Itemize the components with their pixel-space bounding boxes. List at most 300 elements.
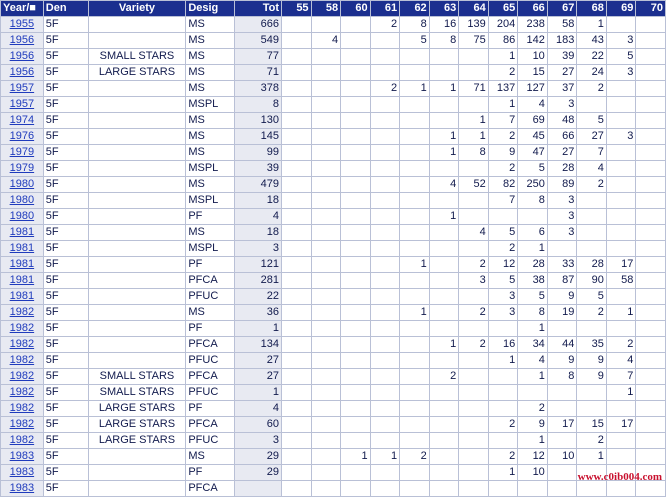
cell-grade-62 [400, 353, 430, 369]
cell-variety [88, 113, 186, 129]
cell-total: 145 [235, 129, 282, 145]
cell-variety [88, 321, 186, 337]
cell-grade-60: 1 [341, 449, 371, 465]
cell-variety [88, 241, 186, 257]
cell-grade-69 [606, 401, 636, 417]
cell-grade-61 [370, 401, 400, 417]
cell-den: 5F [43, 33, 88, 49]
cell-desig: PF [186, 401, 235, 417]
cell-den: 5F [43, 305, 88, 321]
cell-desig: PF [186, 465, 235, 481]
cell-grade-68: 1 [577, 17, 607, 33]
cell-grade-58 [311, 449, 341, 465]
cell-grade-58 [311, 193, 341, 209]
cell-grade-55 [282, 385, 312, 401]
cell-grade-55 [282, 97, 312, 113]
cell-grade-58 [311, 113, 341, 129]
cell-desig: MS [186, 225, 235, 241]
cell-grade-65: 86 [488, 33, 518, 49]
column-header-66[interactable]: 66 [518, 1, 548, 17]
cell-year[interactable]: 1976 [1, 129, 44, 145]
cell-grade-69: 3 [606, 129, 636, 145]
cell-grade-67 [547, 241, 577, 257]
cell-desig: MSPL [186, 193, 235, 209]
cell-desig: PFCA [186, 481, 235, 497]
cell-grade-70 [636, 17, 666, 33]
cell-grade-69 [606, 289, 636, 305]
table-row [1, 257, 666, 273]
table-row [1, 465, 666, 481]
cell-year[interactable]: 1956 [1, 33, 44, 49]
cell-grade-61 [370, 465, 400, 481]
cell-grade-58 [311, 161, 341, 177]
cell-grade-67 [547, 401, 577, 417]
column-header-68[interactable]: 68 [577, 1, 607, 17]
cell-grade-65: 9 [488, 145, 518, 161]
cell-grade-66: 5 [518, 289, 548, 305]
table-row [1, 305, 666, 321]
cell-year[interactable]: 1982 [1, 433, 44, 449]
cell-grade-65: 1 [488, 49, 518, 65]
cell-grade-67: 17 [547, 417, 577, 433]
cell-grade-67: 87 [547, 273, 577, 289]
cell-grade-60 [341, 209, 371, 225]
cell-grade-67 [547, 321, 577, 337]
cell-year[interactable]: 1956 [1, 49, 44, 65]
table-row [1, 241, 666, 257]
cell-total: 666 [235, 17, 282, 33]
cell-grade-67: 37 [547, 81, 577, 97]
cell-grade-68: 1 [577, 449, 607, 465]
cell-desig: MSPL [186, 241, 235, 257]
cell-grade-69 [606, 193, 636, 209]
column-header-63[interactable]: 63 [429, 1, 459, 17]
cell-grade-67: 3 [547, 97, 577, 113]
cell-variety: SMALL STARS [88, 49, 186, 65]
cell-grade-58: 4 [311, 33, 341, 49]
cell-grade-61 [370, 289, 400, 305]
cell-grade-69: 3 [606, 33, 636, 49]
cell-grade-70 [636, 433, 666, 449]
cell-grade-68: 2 [577, 305, 607, 321]
cell-den: 5F [43, 401, 88, 417]
cell-year[interactable]: 1982 [1, 401, 44, 417]
cell-grade-60 [341, 273, 371, 289]
cell-grade-60 [341, 257, 371, 273]
column-header-variety[interactable]: Variety [88, 1, 186, 17]
cell-grade-65: 7 [488, 193, 518, 209]
cell-grade-62 [400, 97, 430, 113]
cell-grade-64: 4 [459, 225, 489, 241]
cell-grade-62 [400, 289, 430, 305]
table-row [1, 81, 666, 97]
cell-grade-66: 2 [518, 401, 548, 417]
cell-grade-62: 5 [400, 33, 430, 49]
column-header-61[interactable]: 61 [370, 1, 400, 17]
cell-variety: LARGE STARS [88, 417, 186, 433]
cell-variety [88, 257, 186, 273]
cell-grade-66 [518, 385, 548, 401]
table-row [1, 353, 666, 369]
cell-grade-66: 47 [518, 145, 548, 161]
cell-grade-63: 16 [429, 17, 459, 33]
column-header-58[interactable]: 58 [311, 1, 341, 17]
cell-grade-68: 27 [577, 129, 607, 145]
cell-year[interactable]: 1980 [1, 209, 44, 225]
cell-grade-61 [370, 481, 400, 497]
cell-year[interactable]: 1982 [1, 353, 44, 369]
cell-grade-55 [282, 289, 312, 305]
cell-grade-63 [429, 257, 459, 273]
column-header-70[interactable]: 70 [636, 1, 666, 17]
cell-grade-68: 9 [577, 369, 607, 385]
cell-year[interactable]: 1980 [1, 193, 44, 209]
table-row [1, 33, 666, 49]
cell-grade-69 [606, 145, 636, 161]
table-row [1, 17, 666, 33]
cell-grade-63 [429, 385, 459, 401]
cell-desig: MS [186, 65, 235, 81]
cell-grade-62 [400, 177, 430, 193]
cell-grade-62: 1 [400, 257, 430, 273]
cell-grade-69: 5 [606, 49, 636, 65]
cell-grade-66: 28 [518, 257, 548, 273]
cell-grade-55 [282, 81, 312, 97]
cell-year[interactable]: 1979 [1, 161, 44, 177]
cell-grade-64 [459, 369, 489, 385]
cell-grade-70 [636, 385, 666, 401]
column-header-69[interactable]: 69 [606, 1, 636, 17]
cell-grade-68: 28 [577, 257, 607, 273]
column-header-60[interactable]: 60 [341, 1, 371, 17]
cell-grade-63 [429, 49, 459, 65]
column-header-64[interactable]: 64 [459, 1, 489, 17]
cell-grade-64 [459, 353, 489, 369]
cell-grade-67: 66 [547, 129, 577, 145]
cell-grade-58 [311, 81, 341, 97]
cell-grade-70 [636, 209, 666, 225]
cell-year[interactable]: 1982 [1, 305, 44, 321]
cell-total [235, 481, 282, 497]
cell-desig: PF [186, 257, 235, 273]
cell-grade-65 [488, 481, 518, 497]
cell-grade-67: 33 [547, 257, 577, 273]
cell-grade-65 [488, 369, 518, 385]
cell-grade-55 [282, 241, 312, 257]
cell-grade-58 [311, 209, 341, 225]
cell-grade-63 [429, 321, 459, 337]
cell-grade-60 [341, 465, 371, 481]
cell-grade-64 [459, 241, 489, 257]
cell-total: 29 [235, 465, 282, 481]
cell-grade-69: 1 [606, 385, 636, 401]
cell-grade-60 [341, 113, 371, 129]
cell-year[interactable]: 1981 [1, 257, 44, 273]
cell-grade-67: 19 [547, 305, 577, 321]
cell-grade-58 [311, 145, 341, 161]
cell-total: 134 [235, 337, 282, 353]
cell-grade-68: 2 [577, 433, 607, 449]
table-row [1, 337, 666, 353]
cell-year[interactable]: 1981 [1, 225, 44, 241]
cell-grade-66: 5 [518, 161, 548, 177]
cell-year[interactable]: 1981 [1, 289, 44, 305]
cell-grade-60 [341, 305, 371, 321]
cell-grade-67: 183 [547, 33, 577, 49]
cell-total: 27 [235, 369, 282, 385]
cell-variety [88, 17, 186, 33]
cell-desig: MS [186, 33, 235, 49]
cell-grade-68: 22 [577, 49, 607, 65]
cell-grade-63 [429, 273, 459, 289]
cell-grade-69 [606, 225, 636, 241]
cell-year[interactable]: 1974 [1, 113, 44, 129]
cell-den: 5F [43, 257, 88, 273]
column-header-year[interactable]: Year/■ [1, 1, 44, 17]
cell-grade-66: 8 [518, 193, 548, 209]
cell-grade-60 [341, 385, 371, 401]
cell-grade-67: 3 [547, 193, 577, 209]
cell-grade-63 [429, 417, 459, 433]
cell-total: 39 [235, 161, 282, 177]
cell-grade-67: 44 [547, 337, 577, 353]
cell-desig: MSPL [186, 161, 235, 177]
cell-grade-63 [429, 193, 459, 209]
cell-total: 378 [235, 81, 282, 97]
cell-grade-64 [459, 465, 489, 481]
cell-grade-68: 5 [577, 289, 607, 305]
cell-grade-62 [400, 481, 430, 497]
cell-grade-62 [400, 193, 430, 209]
cell-total: 281 [235, 273, 282, 289]
table-row [1, 97, 666, 113]
cell-grade-69 [606, 209, 636, 225]
cell-total: 3 [235, 433, 282, 449]
cell-grade-69: 17 [606, 417, 636, 433]
cell-grade-70 [636, 113, 666, 129]
cell-desig: MS [186, 449, 235, 465]
cell-year[interactable]: 1982 [1, 385, 44, 401]
table-row [1, 369, 666, 385]
cell-grade-58 [311, 401, 341, 417]
cell-grade-58 [311, 225, 341, 241]
table-row [1, 225, 666, 241]
cell-total: 71 [235, 65, 282, 81]
table-row [1, 481, 666, 497]
cell-grade-64 [459, 481, 489, 497]
watermark: www.c0ib004.com [577, 471, 662, 483]
cell-grade-64: 8 [459, 145, 489, 161]
cell-year[interactable]: 1981 [1, 241, 44, 257]
column-header-den[interactable]: Den [43, 1, 88, 17]
cell-grade-64 [459, 289, 489, 305]
cell-grade-66: 6 [518, 225, 548, 241]
cell-grade-60 [341, 129, 371, 145]
cell-grade-64: 2 [459, 337, 489, 353]
cell-total: 18 [235, 225, 282, 241]
cell-grade-66: 1 [518, 433, 548, 449]
cell-variety: LARGE STARS [88, 401, 186, 417]
cell-grade-64: 75 [459, 33, 489, 49]
cell-total: 121 [235, 257, 282, 273]
cell-grade-66: 38 [518, 273, 548, 289]
cell-grade-60 [341, 433, 371, 449]
cell-grade-63: 8 [429, 33, 459, 49]
cell-grade-68 [577, 97, 607, 113]
cell-grade-68 [577, 241, 607, 257]
cell-grade-60 [341, 401, 371, 417]
cell-year[interactable]: 1957 [1, 81, 44, 97]
cell-grade-61 [370, 257, 400, 273]
cell-grade-70 [636, 417, 666, 433]
cell-grade-68 [577, 209, 607, 225]
cell-grade-69 [606, 321, 636, 337]
cell-grade-68: 2 [577, 81, 607, 97]
cell-year[interactable]: 1983 [1, 449, 44, 465]
cell-grade-61 [370, 161, 400, 177]
cell-grade-60 [341, 65, 371, 81]
cell-grade-70 [636, 97, 666, 113]
cell-grade-68: 5 [577, 113, 607, 129]
cell-grade-64: 3 [459, 273, 489, 289]
table-row [1, 273, 666, 289]
cell-grade-60 [341, 337, 371, 353]
cell-grade-64 [459, 65, 489, 81]
cell-grade-61 [370, 417, 400, 433]
cell-grade-67: 8 [547, 369, 577, 385]
column-header-tot[interactable]: Tot [235, 1, 282, 17]
cell-grade-70 [636, 145, 666, 161]
cell-year[interactable]: 1979 [1, 145, 44, 161]
cell-year[interactable]: 1982 [1, 369, 44, 385]
cell-grade-69 [606, 17, 636, 33]
cell-total: 18 [235, 193, 282, 209]
cell-den: 5F [43, 273, 88, 289]
cell-variety: LARGE STARS [88, 65, 186, 81]
cell-grade-55 [282, 177, 312, 193]
cell-grade-69: 58 [606, 273, 636, 289]
cell-grade-66: 10 [518, 465, 548, 481]
cell-grade-60 [341, 417, 371, 433]
cell-desig: MS [186, 129, 235, 145]
cell-den: 5F [43, 369, 88, 385]
cell-variety [88, 145, 186, 161]
column-header-65[interactable]: 65 [488, 1, 518, 17]
cell-grade-66: 4 [518, 353, 548, 369]
cell-year[interactable]: 1957 [1, 97, 44, 113]
cell-variety [88, 209, 186, 225]
column-header-67[interactable]: 67 [547, 1, 577, 17]
cell-grade-70 [636, 321, 666, 337]
cell-grade-61 [370, 321, 400, 337]
cell-grade-61 [370, 369, 400, 385]
cell-grade-66: 45 [518, 129, 548, 145]
table-row [1, 161, 666, 177]
cell-grade-58 [311, 433, 341, 449]
cell-grade-63 [429, 433, 459, 449]
cell-grade-63: 4 [429, 177, 459, 193]
cell-grade-61 [370, 97, 400, 113]
cell-total: 22 [235, 289, 282, 305]
cell-grade-63 [429, 449, 459, 465]
cell-grade-60 [341, 289, 371, 305]
cell-variety [88, 449, 186, 465]
cell-grade-58 [311, 385, 341, 401]
cell-grade-70 [636, 337, 666, 353]
cell-grade-66: 9 [518, 417, 548, 433]
cell-grade-61 [370, 65, 400, 81]
cell-year[interactable]: 1982 [1, 337, 44, 353]
column-header-desig[interactable]: Desig [186, 1, 235, 17]
cell-grade-69: 3 [606, 65, 636, 81]
cell-grade-61 [370, 273, 400, 289]
cell-grade-61 [370, 113, 400, 129]
cell-grade-70 [636, 369, 666, 385]
column-header-62[interactable]: 62 [400, 1, 430, 17]
cell-year[interactable]: 1982 [1, 321, 44, 337]
cell-grade-55 [282, 193, 312, 209]
cell-grade-68: 35 [577, 337, 607, 353]
cell-year[interactable]: 1983 [1, 481, 44, 497]
cell-grade-63 [429, 225, 459, 241]
cell-grade-68 [577, 193, 607, 209]
cell-year[interactable]: 1980 [1, 177, 44, 193]
cell-grade-60 [341, 321, 371, 337]
cell-grade-66: 15 [518, 65, 548, 81]
cell-den: 5F [43, 129, 88, 145]
cell-desig: PFCA [186, 337, 235, 353]
cell-grade-61 [370, 145, 400, 161]
cell-year[interactable]: 1955 [1, 17, 44, 33]
cell-grade-68: 9 [577, 353, 607, 369]
cell-variety [88, 465, 186, 481]
cell-grade-70 [636, 193, 666, 209]
cell-grade-63 [429, 97, 459, 113]
cell-grade-61 [370, 129, 400, 145]
cell-variety: SMALL STARS [88, 385, 186, 401]
cell-grade-67 [547, 481, 577, 497]
cell-grade-62 [400, 113, 430, 129]
cell-grade-61 [370, 305, 400, 321]
cell-grade-68 [577, 225, 607, 241]
cell-year[interactable]: 1981 [1, 273, 44, 289]
cell-year[interactable]: 1982 [1, 417, 44, 433]
cell-grade-63: 1 [429, 129, 459, 145]
cell-grade-70 [636, 353, 666, 369]
cell-grade-70 [636, 401, 666, 417]
cell-grade-55 [282, 65, 312, 81]
cell-grade-68: 4 [577, 161, 607, 177]
cell-variety [88, 353, 186, 369]
cell-desig: PFUC [186, 385, 235, 401]
cell-grade-69: 1 [606, 305, 636, 321]
cell-grade-70 [636, 177, 666, 193]
cell-year[interactable]: 1956 [1, 65, 44, 81]
cell-grade-60 [341, 241, 371, 257]
cell-grade-64 [459, 161, 489, 177]
cell-grade-67: 9 [547, 289, 577, 305]
cell-grade-62 [400, 161, 430, 177]
cell-variety [88, 225, 186, 241]
cell-grade-65: 137 [488, 81, 518, 97]
cell-grade-62 [400, 337, 430, 353]
cell-den: 5F [43, 161, 88, 177]
column-header-55[interactable]: 55 [282, 1, 312, 17]
cell-grade-60 [341, 161, 371, 177]
cell-grade-60 [341, 49, 371, 65]
cell-year[interactable]: 1983 [1, 465, 44, 481]
cell-grade-69: 7 [606, 369, 636, 385]
